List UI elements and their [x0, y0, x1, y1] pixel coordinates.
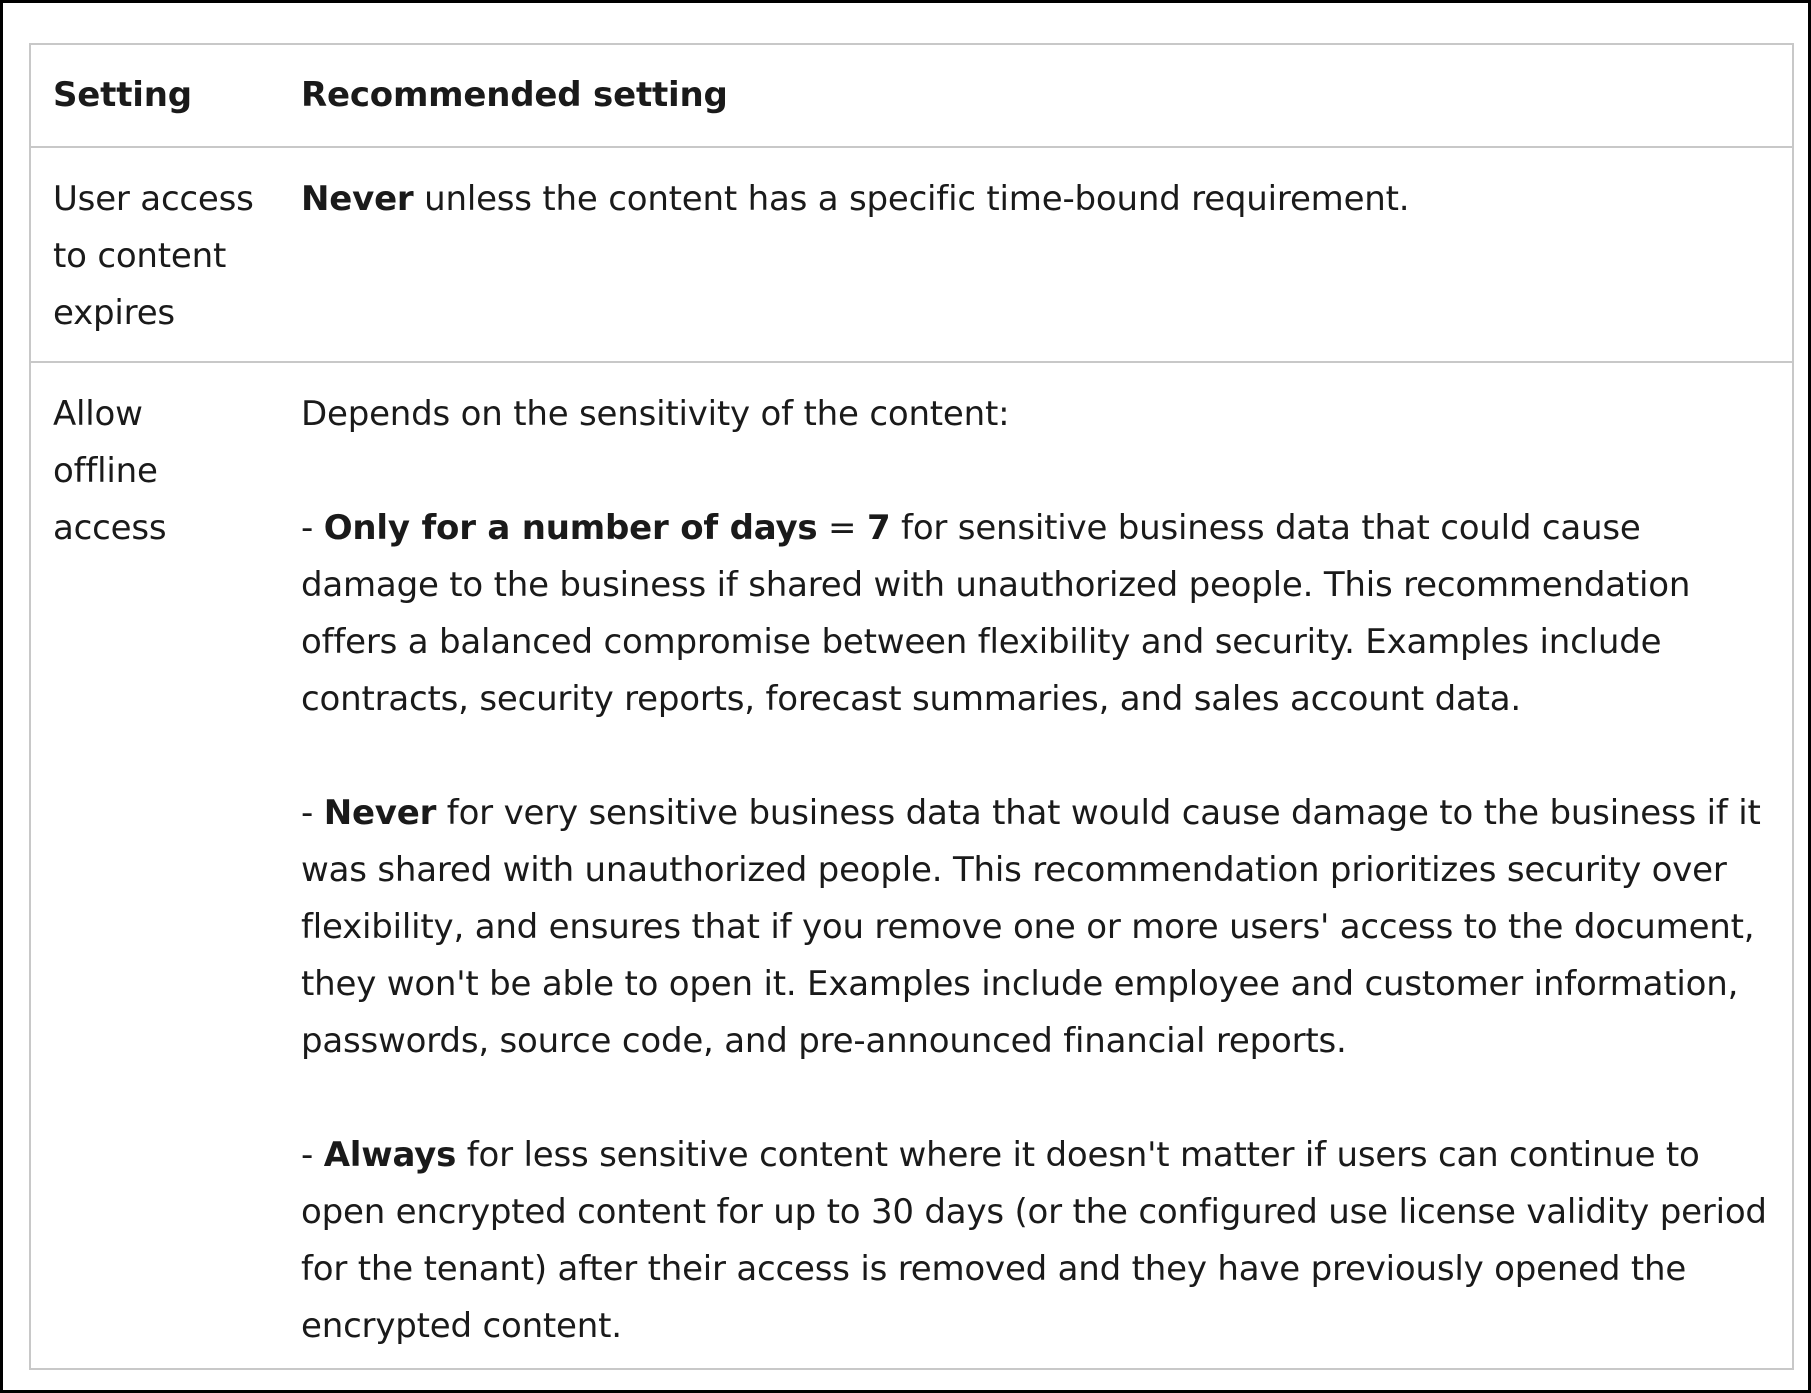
option-equals: = [817, 508, 867, 548]
table-header-row [31, 45, 1792, 148]
option-description: for less sensitive content where it doesn't matter if users can continue to open encrypted content for up to 30 days (or the configured use license validity period for the tenant) after their access is removed and they have previously opened the encrypted content. [301, 1135, 1767, 1346]
option-always [301, 1127, 1781, 1355]
header-setting: Setting [53, 75, 192, 115]
option-label: Always [323, 1135, 457, 1175]
option-never [301, 785, 1781, 1070]
option-prefix: - [301, 508, 324, 548]
setting-name: Allow offline access [53, 394, 167, 548]
header-recommended-setting: Recommended setting [301, 75, 728, 115]
recommended-value [301, 386, 1781, 1355]
option-days-value: 7 [866, 508, 891, 548]
option-label: Only for a number of days [323, 508, 818, 548]
option-days [301, 500, 1781, 728]
option-description: for very sensitive business data that would cause damage to the business if it was shared with unauthorized people. This recommendation prioritizes security over flexibility, and ensures that if you remove one or more users' access to the document, they won't be able to open it. Examples include employee and customer information, passwords, source code, and pre-announced financial reports. [301, 793, 1761, 1061]
recommended-bold: Never [301, 179, 414, 219]
intro-text: Depends on the sensitivity of the content: [301, 394, 1010, 434]
setting-name: User access to content expires [53, 179, 254, 333]
table-row [31, 148, 1792, 363]
option-description: for sensitive business data that could cause damage to the business if shared with unauthorized people. This recommendation offers a balanced compromise between flexibility and security. Examples include contracts, security reports, forecast summaries, and sales account data. [301, 508, 1691, 719]
option-prefix: - [301, 793, 324, 833]
option-prefix: - [301, 1135, 324, 1175]
table-row [31, 363, 1792, 1368]
settings-table [29, 43, 1794, 1370]
recommended-value [301, 171, 1781, 228]
recommended-text: unless the content has a specific time-bound requirement. [413, 179, 1410, 219]
option-label: Never [323, 793, 437, 833]
